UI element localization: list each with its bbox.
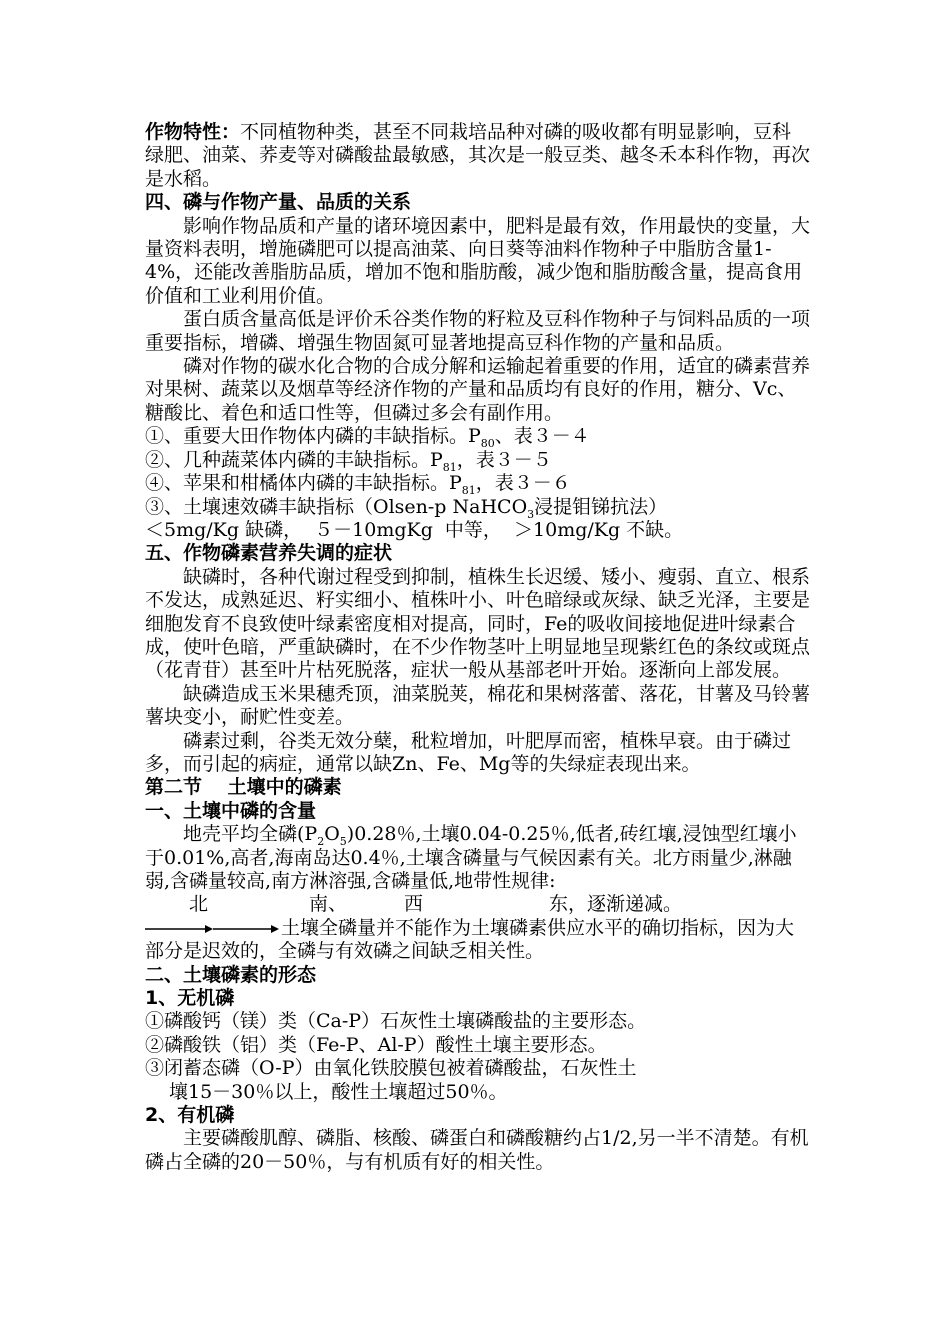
- list-item-fe-al-p: ②磷酸铁（铝）类（Fe-P、Al-P）酸性土壤主要形态。: [145, 1033, 607, 1056]
- list-item-text: ，表３－６: [475, 472, 571, 495]
- list-item-text: 浸提钼锑抗法）: [534, 495, 668, 518]
- paragraph-text: 地壳平均全磷(P: [183, 823, 318, 846]
- list-item-occluded-p-cont: 壤15－30％以上，酸性土壤超过50％。: [169, 1080, 508, 1103]
- arrow-right-icon: [145, 923, 281, 935]
- list-item-text: ③、土壤速效磷丰缺指标（Olsen-p NaHCO: [145, 495, 528, 518]
- formula-subscript: 2: [317, 834, 325, 848]
- paragraph-carbohydrate: 磷对作物的碳水化合物的合成分解和运输起着重要的作用，适宜的磷素营养对果树、蔬菜以及烟草等经济作物的产量和品质均有良好的作用，糖分、Vc、糖酸比、着色和适口性等，但磷过多会有副作用。: [145, 355, 811, 424]
- paragraph-deficiency: 缺磷时，各种代谢过程受到抑制，植株生长迟缓、矮小、瘦弱、直立、根系不发达，成熟延迟、籽实细小、植株叶小、叶色暗绿或灰绿、缺乏光泽，主要是细胞发育不良致使叶绿素密度相对提高，同时，Fe的吸收间接地促进叶绿素合成，使叶色暗，严重缺磷时，在不少作物茎叶上明显地呈现紫红色的条纹或斑点（花青苷）甚至叶片枯死脱落，症状一般从基部老叶开始。逐渐向上部发展。: [145, 565, 811, 682]
- list-item-occluded-p: ③闭蓄态磷（O-P）由氧化铁胶膜包被着磷酸盐，石灰性土: [145, 1057, 637, 1080]
- heading-inorganic-p: 1、无机磷: [145, 987, 235, 1010]
- paragraph-organic-p: 主要磷酸肌醇、磷脂、核酸、磷蛋白和磷酸糖约占1/2,另一半不清楚。有机磷占全磷的20－50％，与有机质有好的相关性。: [145, 1127, 809, 1173]
- heading-section-4: 四、磷与作物产量、品质的关系: [145, 191, 412, 214]
- direction-north: 北: [189, 893, 209, 916]
- page-subscript: 81: [442, 460, 457, 474]
- heading-organic-p: 2、有机磷: [145, 1104, 235, 1127]
- threshold-line: ＜5mg/Kg 缺磷， ５－10mgKg 中等， ＞10mg/Kg 不缺。: [145, 518, 684, 541]
- list-item-field-crops: [145, 425, 810, 451]
- paragraph-text: O: [324, 823, 340, 846]
- list-item-fruit: [145, 472, 810, 495]
- paragraph-text: 土壤全磷量并不能作为土壤磷素供应水平的确切指标，因为大部分是迟效的，全磷与有效磷之间缺乏相关性。: [145, 916, 795, 963]
- heading-soil-p-content: 一、土壤中磷的含量: [145, 799, 317, 822]
- page-subscript: 81: [461, 483, 476, 497]
- direction-south: 南、: [309, 893, 348, 916]
- heading-soil-p-forms: 二、土壤磷素的形态: [145, 963, 317, 986]
- direction-east: 东，逐渐递减。: [549, 893, 683, 916]
- page-subscript: 80: [480, 437, 495, 451]
- paragraph-text: )0.28％,土壤0.04-0.25％,低者,砖红壤,浸蚀型红壤小于0.01%,高者,海南岛达0.4％,土壤含磷量与气候因素有关。北方雨量少,淋融弱,含磷量较高,南方淋溶强,含磷量低,地带性规律:: [145, 823, 797, 892]
- chapter-section-heading: 第二节 土壤中的磷素: [145, 776, 342, 799]
- crop-traits-text: 不同植物种类，甚至不同栽培品种对磷的吸收都有明显影响，豆科绿肥、油菜、荞麦等对磷酸盐最敏感，其次是一般豆类、越冬禾本科作物，再次是水稻。: [145, 121, 811, 190]
- heading-section-5: 五、作物磷素营养失调的症状: [145, 542, 393, 565]
- formula-subscript: 5: [339, 834, 347, 848]
- direction-line: [145, 893, 810, 916]
- list-item-vegetables: [145, 449, 810, 472]
- direction-west: 西: [404, 893, 424, 916]
- paragraph-excess: 磷素过剩，谷类无效分蘖，秕粒增加，叶肥厚而密，植株早衰。由于磷过多，而引起的病症，通常以缺Zn、Fe、Mg等的失绿症表现出来。: [145, 729, 792, 775]
- list-item-text: 、表３－４: [494, 425, 590, 448]
- crop-traits-paragraph: [145, 121, 810, 191]
- crop-traits-label: 作物特性：: [145, 121, 241, 143]
- paragraph-total-p: [145, 917, 810, 964]
- list-item-ca-p: ①磷酸钙（镁）类（Ca-P）石灰性土壤磷酸盐的主要形态。: [145, 1010, 647, 1033]
- list-item-soil-available-p: [145, 496, 810, 519]
- paragraph-soil-p-content: [145, 823, 810, 893]
- paragraph-deficiency-effects: 缺磷造成玉米果穗秃顶，油菜脱荚，棉花和果树落蕾、落花，甘薯及马铃薯薯块变小，耐贮性变差。: [145, 682, 811, 729]
- list-item-text: ①、重要大田作物体内磷的丰缺指标。P: [145, 425, 481, 448]
- list-item-text: ，表３－５: [456, 448, 552, 471]
- paragraph-fertilizer-quality: 影响作物品质和产量的诸环境因素中，肥料是最有效，作用最快的变量，大量资料表明，增施磷肥可以提高油菜、向日葵等油料作物种子中脂肪含量1-4%，还能改善脂肪品质，增加不饱和脂肪酸，减少饱和脂肪酸含量，提高食用价值和工业利用价值。: [145, 214, 811, 307]
- paragraph-protein: 蛋白质含量高低是评价禾谷类作物的籽粒及豆科作物种子与饲料品质的一项重要指标，增磷、增强生物固氮可显著地提高豆科作物的产量和品质。: [145, 308, 811, 354]
- formula-subscript: 3: [527, 507, 535, 521]
- document-body: [145, 121, 810, 1174]
- list-item-text: ②、几种蔬菜体内磷的丰缺指标。P: [145, 448, 443, 471]
- list-item-text: ④、苹果和柑橘体内磷的丰缺指标。P: [145, 472, 462, 495]
